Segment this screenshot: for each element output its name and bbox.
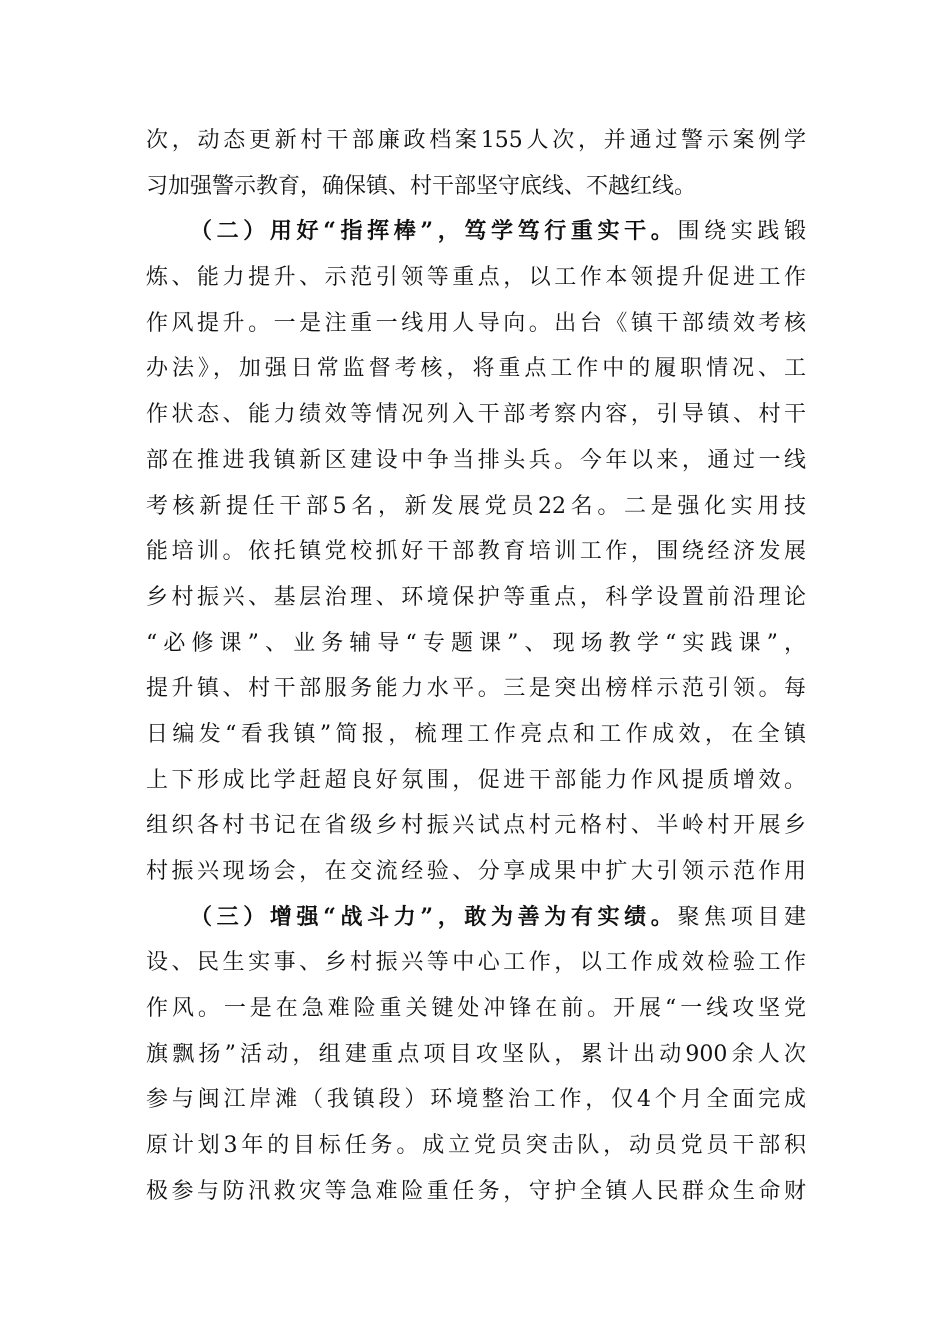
paragraph-3-first-line-rest: 聚焦项目建 [677,904,806,930]
paragraph-2-line: 组织各村书记在省级乡村振兴试点村元格村、半岭村开展乡 [146,813,806,839]
paragraph-2-first-line-rest: 围绕实践锻 [677,219,806,245]
paragraph-3-line: 设、民生实事、乡村振兴等中心工作，以工作成效检验工作 [146,950,806,976]
paragraph-2-line: 炼、能力提升、示范引领等重点，以工作本领提升促进工作 [146,265,806,291]
paragraph-3-line: 作风。一是在急难险重关键处冲锋在前。开展“一线攻坚党 [146,996,806,1022]
paragraph-3-heading: （三）增强“战斗力”，敢为善为有实绩。 [190,903,678,930]
paragraph-2-line: 作风提升。一是注重一线用人导向。出台《镇干部绩效考核 [146,310,806,336]
paragraph-2-line: 村振兴现场会，在交流经验、分享成果中扩大引领示范作用 [146,859,806,884]
paragraph-2-line: “必修课”、业务辅导“专题课”、现场教学“实践课”， [146,630,806,656]
paragraph-1-line-1: 次，动态更新村干部廉政档案155人次，并通过警示案例学 [146,128,806,153]
paragraph-2-first-line [146,209,806,255]
paragraph-2-line: 办法》，加强日常监督考核，将重点工作中的履职情况、工 [146,356,806,382]
paragraph-2-line: 部在推进我镇新区建设中争当排头兵。今年以来，通过一线 [146,447,806,473]
paragraph-2-line: 能培训。依托镇党校抓好干部教育培训工作，围绕经济发展 [146,539,806,565]
paragraph-3-first-line [146,895,806,941]
paragraph-2-line: 提升镇、村干部服务能力水平。三是突出榜样示范引领。每 [146,676,806,702]
paragraph-2-line: 考核新提任干部5名，新发展党员22名。二是强化实用技 [146,493,806,519]
paragraph-2-line: 日编发“看我镇”简报，梳理工作亮点和工作成效，在全镇 [146,721,806,747]
paragraph-3-line: 原计划3年的目标任务。成立党员突击队，动员党员干部积 [146,1133,806,1159]
paragraph-3-line: 旗飘扬”活动，组建重点项目攻坚队，累计出动900余人次 [146,1041,806,1067]
paragraph-3-line: 参与闽江岸滩（我镇段）环境整治工作，仅4个月全面完成 [146,1087,806,1113]
paragraph-2-line: 乡村振兴、基层治理、环境保护等重点，科学设置前沿理论 [146,584,806,610]
paragraph-3-line: 极参与防汛救灾等急难险重任务，守护全镇人民群众生命财 [146,1178,806,1204]
paragraph-2-line: 上下形成比学赶超良好氛围，促进干部能力作风提质增效。 [146,767,806,793]
paragraph-1-line-2: 习加强警示教育，确保镇、村干部坚守底线、不越红线。 [146,173,697,199]
body-text [146,118,806,1215]
paragraph-2-line: 作状态、能力绩效等情况列入干部考察内容，引导镇、村干 [146,402,806,428]
paragraph-2-heading: （二）用好“指挥棒”，笃学笃行重实干。 [190,218,678,245]
